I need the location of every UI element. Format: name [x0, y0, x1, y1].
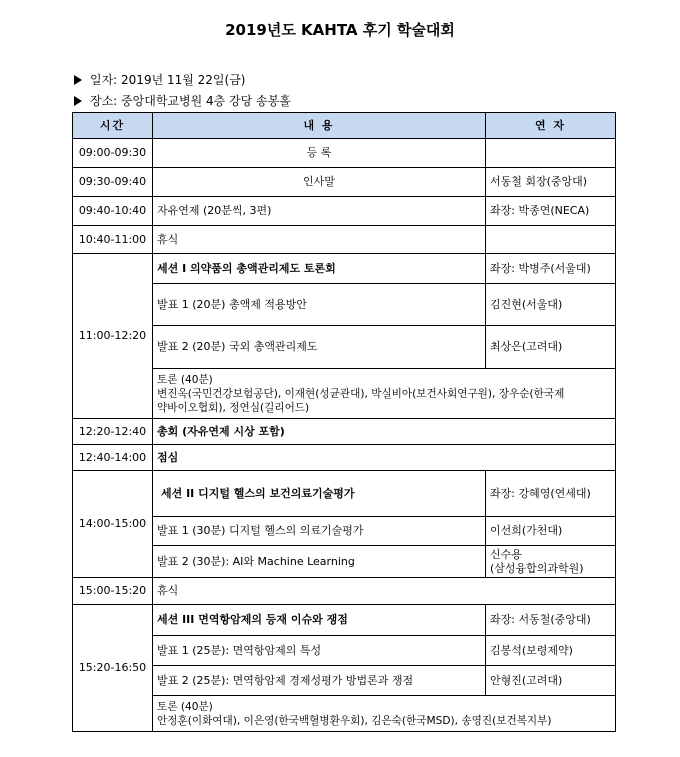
speaker-cell: [486, 226, 616, 254]
talk-row: [73, 636, 616, 666]
content-cell: 휴식: [153, 578, 616, 605]
chair-cell: 좌장: 강혜영(연세대): [486, 471, 616, 517]
table-row: [73, 197, 616, 226]
header-speaker: 연 자: [486, 113, 616, 139]
speaker-cell: 최상은(고려대): [486, 326, 616, 369]
schedule-table: [72, 112, 616, 732]
time-cell: 11:00-12:20: [73, 254, 153, 419]
table-row: [73, 168, 616, 197]
speaker-name: 신수용: [490, 547, 522, 561]
talk-row: [73, 546, 616, 578]
speaker-cell: [486, 546, 616, 578]
panel-cell: [153, 369, 616, 419]
panel-members-line1: 변진옥(국민건강보험공단), 이재현(성균관대), 박실비아(보건사회연구원), 장우순(한국제: [157, 387, 565, 400]
talk-row: [73, 284, 616, 326]
content-cell: 인사말: [153, 168, 486, 197]
time-cell: 12:40-14:00: [73, 445, 153, 471]
arrow-right-icon: [74, 75, 82, 85]
date-line: [74, 71, 245, 88]
talk-row: [73, 517, 616, 546]
time-cell: 12:20-12:40: [73, 419, 153, 445]
session-title: 세션 II 디지털 헬스의 보건의료기술평가: [153, 471, 486, 517]
panel-title: 토론 (40분): [157, 700, 213, 713]
date-text: 일자: 2019년 11월 22일(금): [90, 73, 246, 87]
panel-row: [73, 369, 616, 419]
talk-cell: 발표 1 (20분) 총액제 적용방안: [153, 284, 486, 326]
content-cell: 총회 (자유연제 시상 포함): [153, 419, 616, 445]
place-text: 장소: 중앙대학교병원 4층 강당 송봉홀: [90, 94, 291, 108]
speaker-cell: 안형진(고려대): [486, 666, 616, 696]
panel-cell: [153, 696, 616, 732]
speaker-cell: 좌장: 박종연(NECA): [486, 197, 616, 226]
speaker-affiliation: (삼성융합의과학원): [490, 561, 584, 575]
session-row: [73, 605, 616, 636]
header-content: 내 용: [153, 113, 486, 139]
header-time: 시간: [73, 113, 153, 139]
speaker-cell: 김진현(서울대): [486, 284, 616, 326]
arrow-right-icon: [74, 96, 82, 106]
time-cell: 09:40-10:40: [73, 197, 153, 226]
session-title: 세션 I 의약품의 총액관리제도 토론회: [153, 254, 486, 284]
speaker-cell: 이선희(가천대): [486, 517, 616, 546]
talk-cell: 발표 2 (30분): AI와 Machine Learning: [153, 546, 486, 578]
content-cell: 휴식: [153, 226, 486, 254]
time-cell: 10:40-11:00: [73, 226, 153, 254]
chair-cell: 좌장: 박병주(서울대): [486, 254, 616, 284]
table-row: [73, 445, 616, 471]
place-line: [74, 92, 291, 109]
speaker-cell: [486, 139, 616, 168]
speaker-cell: 서동철 회장(중앙대): [486, 168, 616, 197]
talk-row: [73, 326, 616, 369]
time-cell: 15:20-16:50: [73, 605, 153, 732]
session-title: 세션 III 면역항암제의 등재 이슈와 쟁점: [153, 605, 486, 636]
content-cell: 점심: [153, 445, 616, 471]
panel-title: 토론 (40분): [157, 373, 213, 386]
document-title: 2019년도 KAHTA 후기 학술대회: [225, 21, 455, 39]
content-cell: 자유연제 (20분씩, 3편): [153, 197, 486, 226]
panel-members-line1: 안정훈(이화여대), 이은영(한국백혈병환우회), 김은숙(한국MSD), 송영진(보건복지부): [157, 714, 552, 727]
table-row: [73, 226, 616, 254]
content-cell: 등 록: [153, 139, 486, 168]
speaker-cell: 김봉석(보령제약): [486, 636, 616, 666]
talk-cell: 발표 1 (25분): 면역항암제의 특성: [153, 636, 486, 666]
time-cell: 09:00-09:30: [73, 139, 153, 168]
table-header-row: [73, 113, 616, 139]
chair-cell: 좌장: 서동철(중앙대): [486, 605, 616, 636]
panel-row: [73, 696, 616, 732]
table-row: [73, 139, 616, 168]
talk-cell: 발표 2 (25분): 면역항암제 경제성평가 방법론과 쟁점: [153, 666, 486, 696]
session-row: [73, 471, 616, 517]
talk-cell: 발표 1 (30분) 디지털 헬스의 의료기술평가: [153, 517, 486, 546]
time-cell: 09:30-09:40: [73, 168, 153, 197]
talk-row: [73, 666, 616, 696]
talk-cell: 발표 2 (20분) 국외 총액관리제도: [153, 326, 486, 369]
time-cell: 14:00-15:00: [73, 471, 153, 578]
session-row: [73, 254, 616, 284]
time-cell: 15:00-15:20: [73, 578, 153, 605]
panel-members-line2: 약바이오협회), 정연심(길리어드): [157, 401, 310, 414]
table-row: [73, 578, 616, 605]
table-row: [73, 419, 616, 445]
